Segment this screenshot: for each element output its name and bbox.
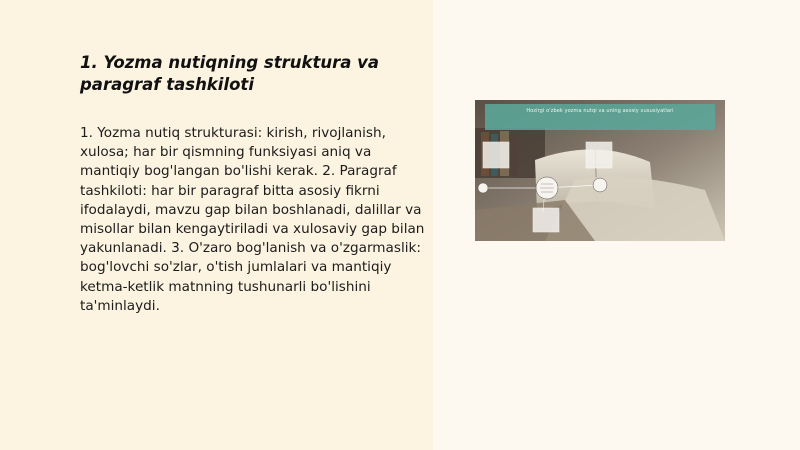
- slide-title: 1. Yozma nutiqning struktura va paragraf tashkiloti: [80, 53, 379, 94]
- book-photo-illustration: [475, 100, 725, 241]
- presentation-thumbnail-image: [475, 100, 725, 241]
- slide-body-text: 1. Yozma nutiq strukturasi: kirish, rivojlanish, xulosa; har bir qismning funksiyasi aniq va mantiqiy bog'langan bo'lishi kerak. 2. Paragraf tashkiloti: har bir paragraf bitta asosiy fikrni ifodalaydi, mavzu gap bilan boshlanadi, dalillar va misollar bilan kengaytiriladi va xulosaviy gap bilan yakunlanadi. 3. O'zaro bog'lanish va o'zgarmaslik: bog'lovchi so'zlar, o'tish jumlalari va mantiqiy ketma-ketlik matnning tushunarli bo'lishini ta'minlaydi.: [80, 125, 425, 314]
- thumbnail-caption: Hozirgi o'zbek yozma nutqi va uning asosiy xususiyatlari: [526, 108, 674, 114]
